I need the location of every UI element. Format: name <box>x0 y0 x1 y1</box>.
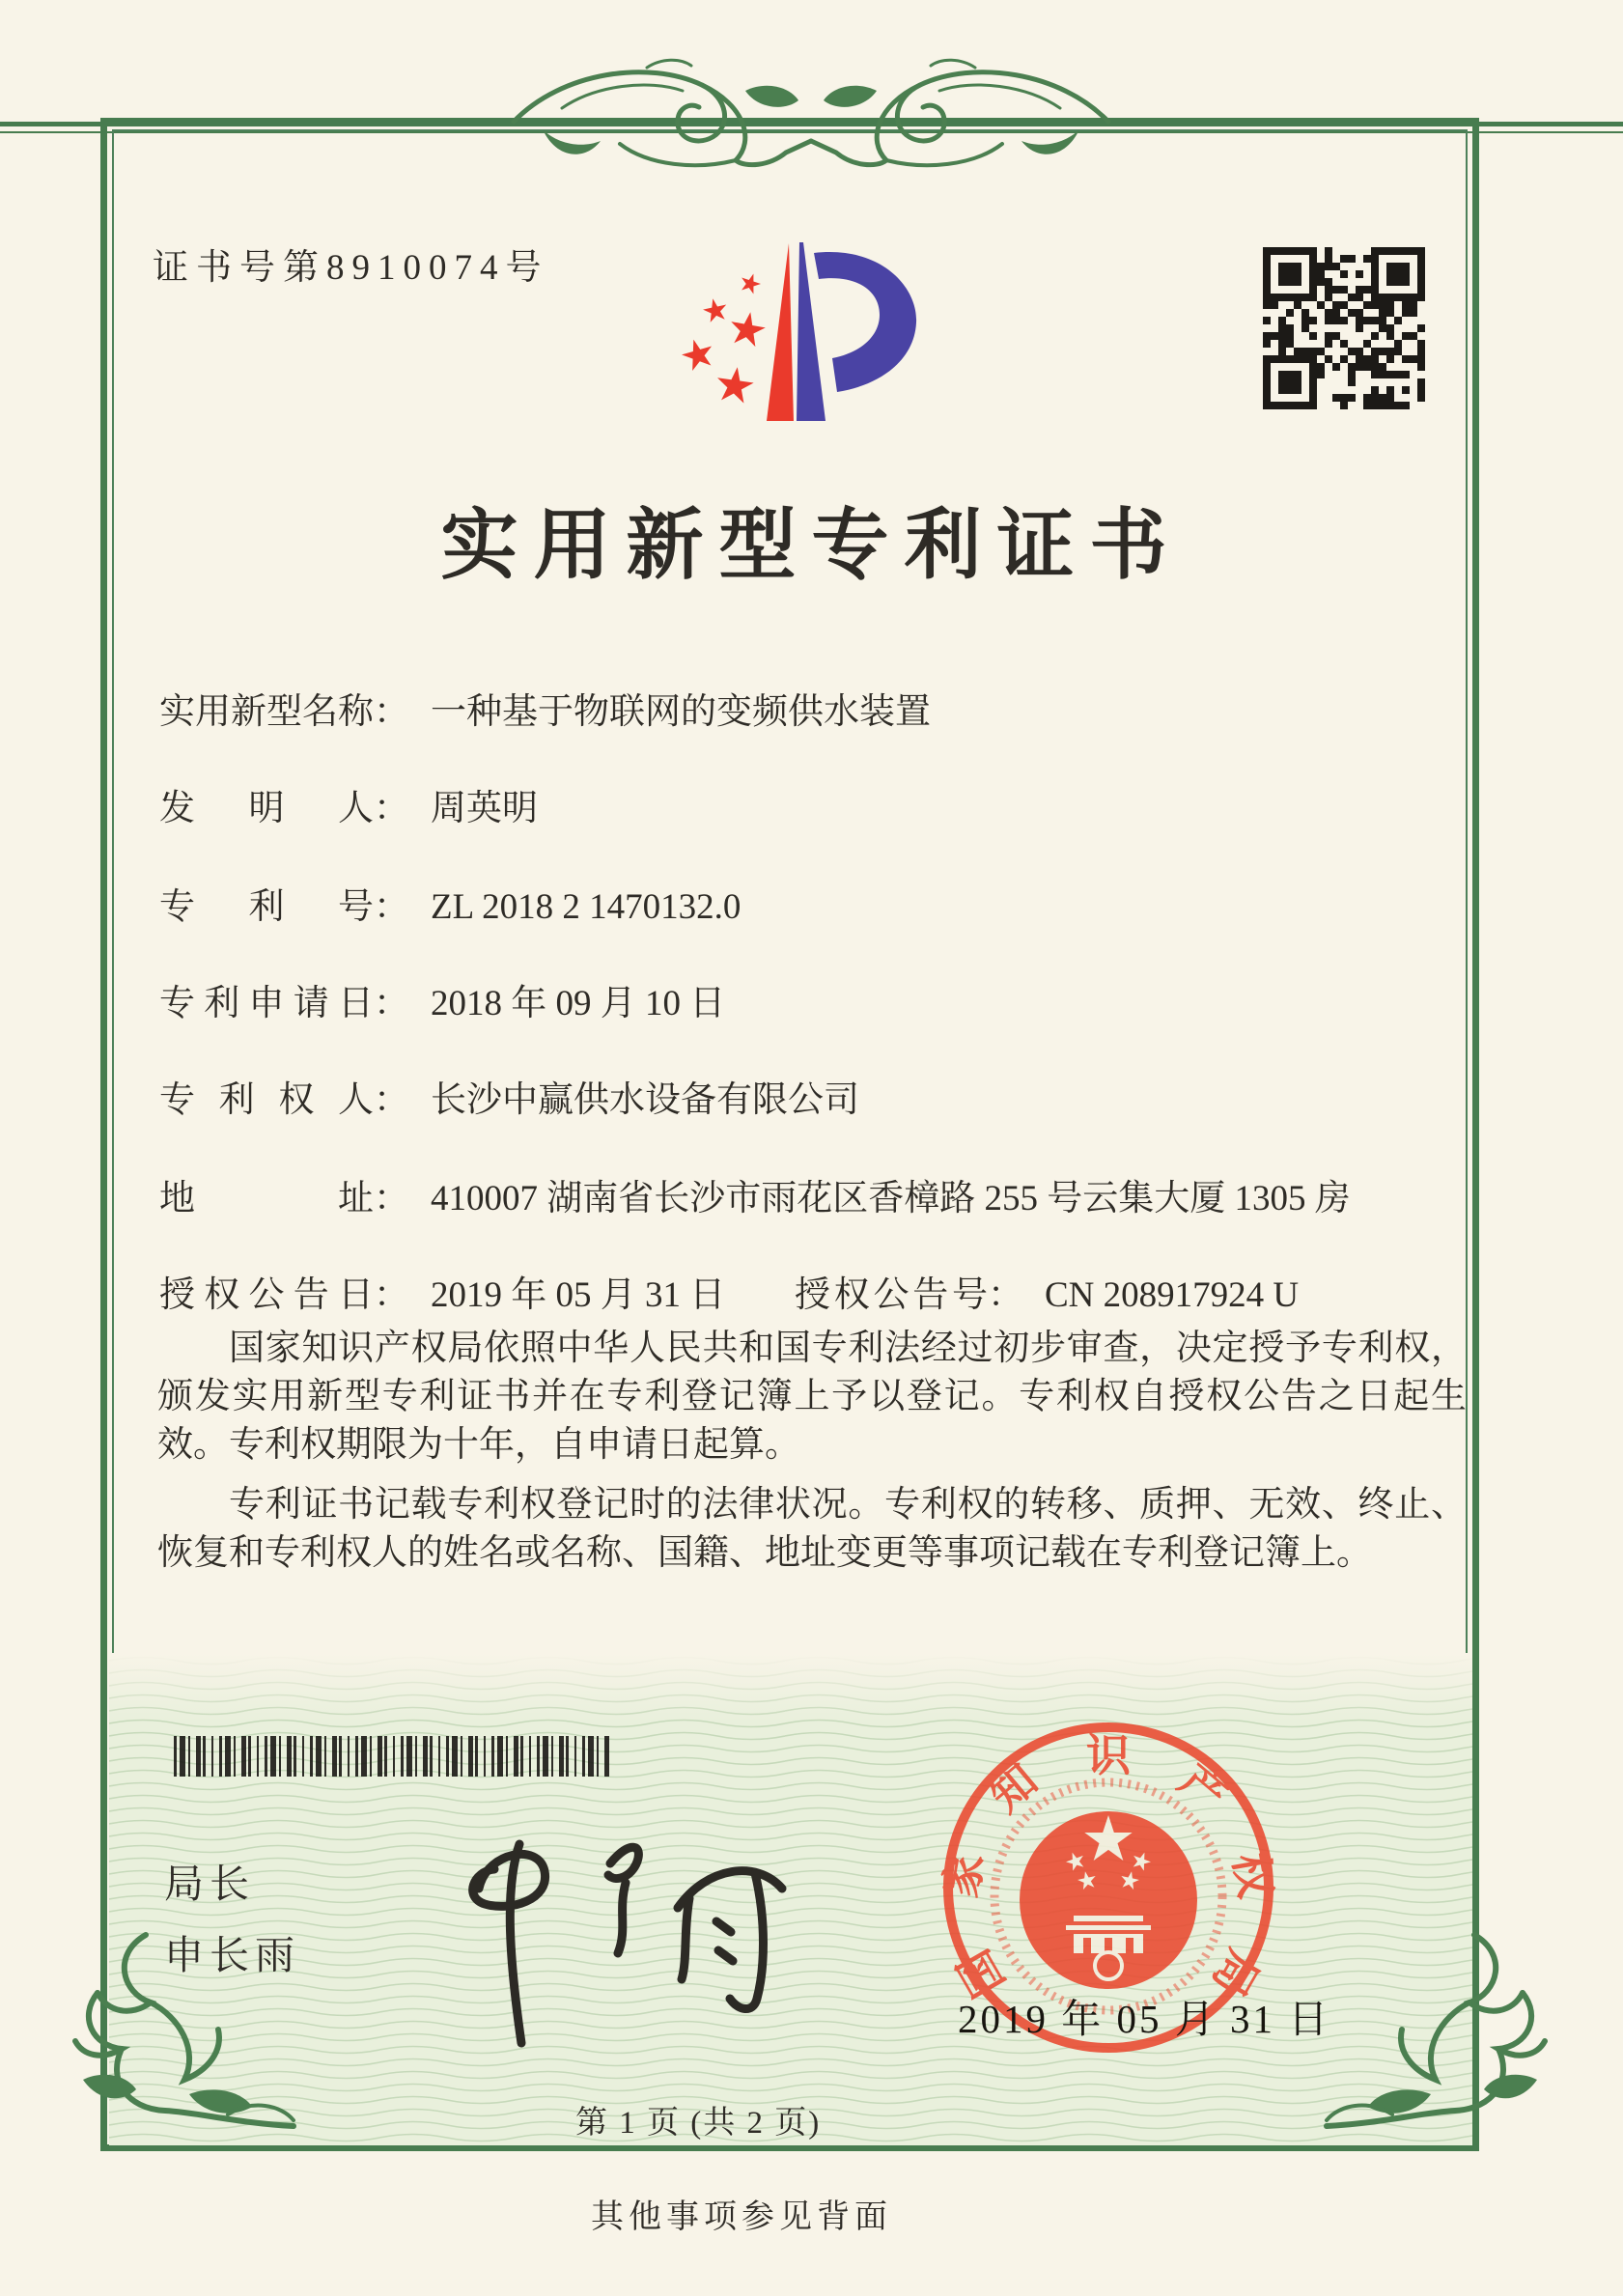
field-value: 2018 年 09 月 10 日 <box>431 984 726 1023</box>
field-grant-number <box>795 1265 1299 1317</box>
field-value: 2019 年 05 月 31 日 <box>431 1275 726 1315</box>
director-signature <box>434 1813 811 2059</box>
field-colon: ： <box>374 1179 409 1218</box>
field-colon: ： <box>374 1275 409 1315</box>
certificate-number: 证书号第8910074号 <box>153 248 549 288</box>
field-label: 授权公告日 <box>159 1275 374 1315</box>
field-label: 专利权人 <box>159 1080 374 1120</box>
certificate-title: 实用新型专利证书 <box>440 504 1183 589</box>
field-value: 一种基于物联网的变频供水装置 <box>431 692 931 732</box>
seal-char: 家 <box>936 1849 993 1902</box>
qr-code-icon <box>1263 247 1425 409</box>
field-colon: ： <box>988 1275 1023 1315</box>
officer-name: 申长雨 <box>164 1933 300 1977</box>
corner-flourish-icon <box>1320 1927 1566 2159</box>
field-colon: ： <box>374 1080 409 1120</box>
field-colon: ： <box>374 692 409 732</box>
cnipa-patent-logo-icon <box>671 230 932 437</box>
field-value: ZL 2018 2 1470132.0 <box>431 887 742 927</box>
field-label: 发明人 <box>159 789 374 828</box>
seal-char: 产 <box>1169 1754 1236 1822</box>
field-label: 专利申请日 <box>159 984 374 1023</box>
body-paragraph: 专利证书记载专利权登记时的法律状况。专利权的转移、质押、无效、终止、恢复和专利权人的姓名或名称、国籍、地址变更等事项记载在专利登记簿上。 <box>157 1485 1467 1573</box>
field-label: 专利号 <box>159 887 374 927</box>
field-label: 实用新型名称 <box>159 692 374 732</box>
field-patent-number <box>159 877 741 929</box>
field-inventor <box>159 778 538 830</box>
top-scroll-ornament-icon <box>502 50 1120 190</box>
field-value: 410007 湖南省长沙市雨花区香樟路 255 号云集大厦 1305 房 <box>431 1179 1351 1218</box>
legal-body-text <box>157 1325 1467 1589</box>
seal-char: 知 <box>981 1754 1048 1822</box>
field-value: 长沙中赢供水设备有限公司 <box>431 1080 859 1120</box>
body-paragraph: 国家知识产权局依照中华人民共和国专利法经过初步审查，决定授予专利权，颁发实用新型专利证书并在专利登记簿上予以登记。专利权自授权公告之日起生效。专利权期限为十年，自申请日起算。 <box>157 1329 1467 1465</box>
field-value: CN 208917924 U <box>1045 1275 1300 1315</box>
field-grant-date <box>159 1265 1300 1317</box>
seal-char: 权 <box>1224 1849 1281 1902</box>
back-note: 其他事项参见背面 <box>591 2199 892 2235</box>
field-address <box>159 1168 1351 1220</box>
barcode <box>174 1736 610 1777</box>
field-colon: ： <box>374 887 409 927</box>
field-colon: ： <box>374 789 409 828</box>
page-number: 第 1 页 (共 2 页) <box>575 2106 822 2141</box>
seal-char: 识 <box>1086 1731 1131 1780</box>
seal-char: 国 <box>948 1942 1015 2005</box>
field-colon: ： <box>374 984 409 1023</box>
field-filing-date <box>159 973 725 1025</box>
officer-title: 局长 <box>164 1862 255 1906</box>
field-utility-model-name <box>159 682 931 734</box>
seal-char: 局 <box>1202 1942 1269 2005</box>
field-patentee <box>159 1070 859 1122</box>
seal-date: 2019 年 05 月 31 日 <box>958 1997 1331 2041</box>
field-label: 授权公告号 <box>795 1275 988 1315</box>
field-label: 地址 <box>159 1179 374 1218</box>
field-value: 周英明 <box>431 789 538 828</box>
